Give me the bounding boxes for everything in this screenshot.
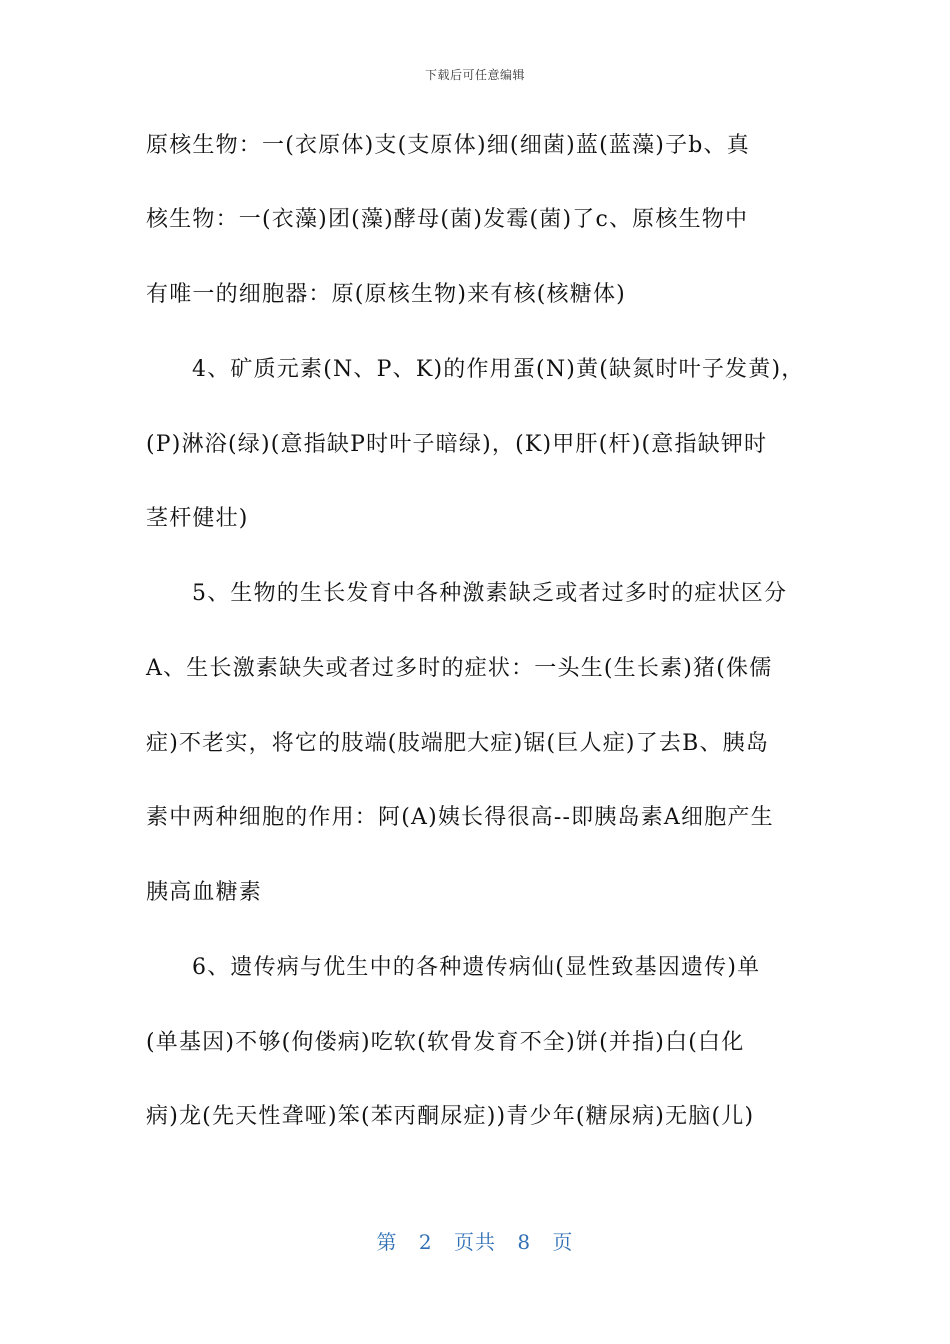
body-line-12: 6、遗传病与优生中的各种遗传病仙(显性致基因遗传)单 — [192, 955, 761, 980]
body-line-7: 5、生物的生长发育中各种激素缺乏或者过多时的症状区分 — [192, 581, 788, 606]
body-line-8: A、生长激素缺失或者过多时的症状：一头生(生长素)猪(侏儒 — [146, 656, 773, 681]
body-line-14: 病)龙(先天性聋哑)笨(苯丙酮尿症))青少年(糖尿病)无脑(儿) — [146, 1104, 755, 1129]
header-note: 下载后可任意编辑 — [424, 68, 525, 82]
body-line-9: 症)不老实，将它的肢端(肢端肥大症)锯(巨人症)了去B、胰岛 — [146, 731, 770, 756]
body-line-6: 茎杆健壮) — [146, 506, 249, 531]
body-line-1: 原核生物：一(衣原体)支(支原体)细(细菌)蓝(蓝藻)子b、真 — [146, 133, 750, 158]
body-line-4: 4、矿质元素(N、P、K)的作用蛋(N)黄(缺氮时叶子发黄)， — [192, 357, 805, 382]
body-line-11: 胰高血糖素 — [146, 880, 263, 905]
body-line-5: (P)淋浴(绿)(意指缺P时叶子暗绿)，(K)甲肝(杆)(意指缺钾时 — [146, 432, 768, 457]
body-line-10: 素中两种细胞的作用：阿(A)姨长得很高--即胰岛素A细胞产生 — [146, 805, 774, 830]
page-number: 第 2 页共 8 页 — [376, 1230, 574, 1254]
body-line-3: 有唯一的细胞器：原(原核生物)来有核(核糖体) — [146, 282, 626, 307]
body-line-2: 核生物：一(衣藻)团(藻)酵母(菌)发霉(菌)了c、原核生物中 — [146, 207, 749, 232]
body-line-13: (单基因)不够(佝偻病)吃软(软骨发育不全)饼(并指)白(白化 — [146, 1030, 745, 1055]
